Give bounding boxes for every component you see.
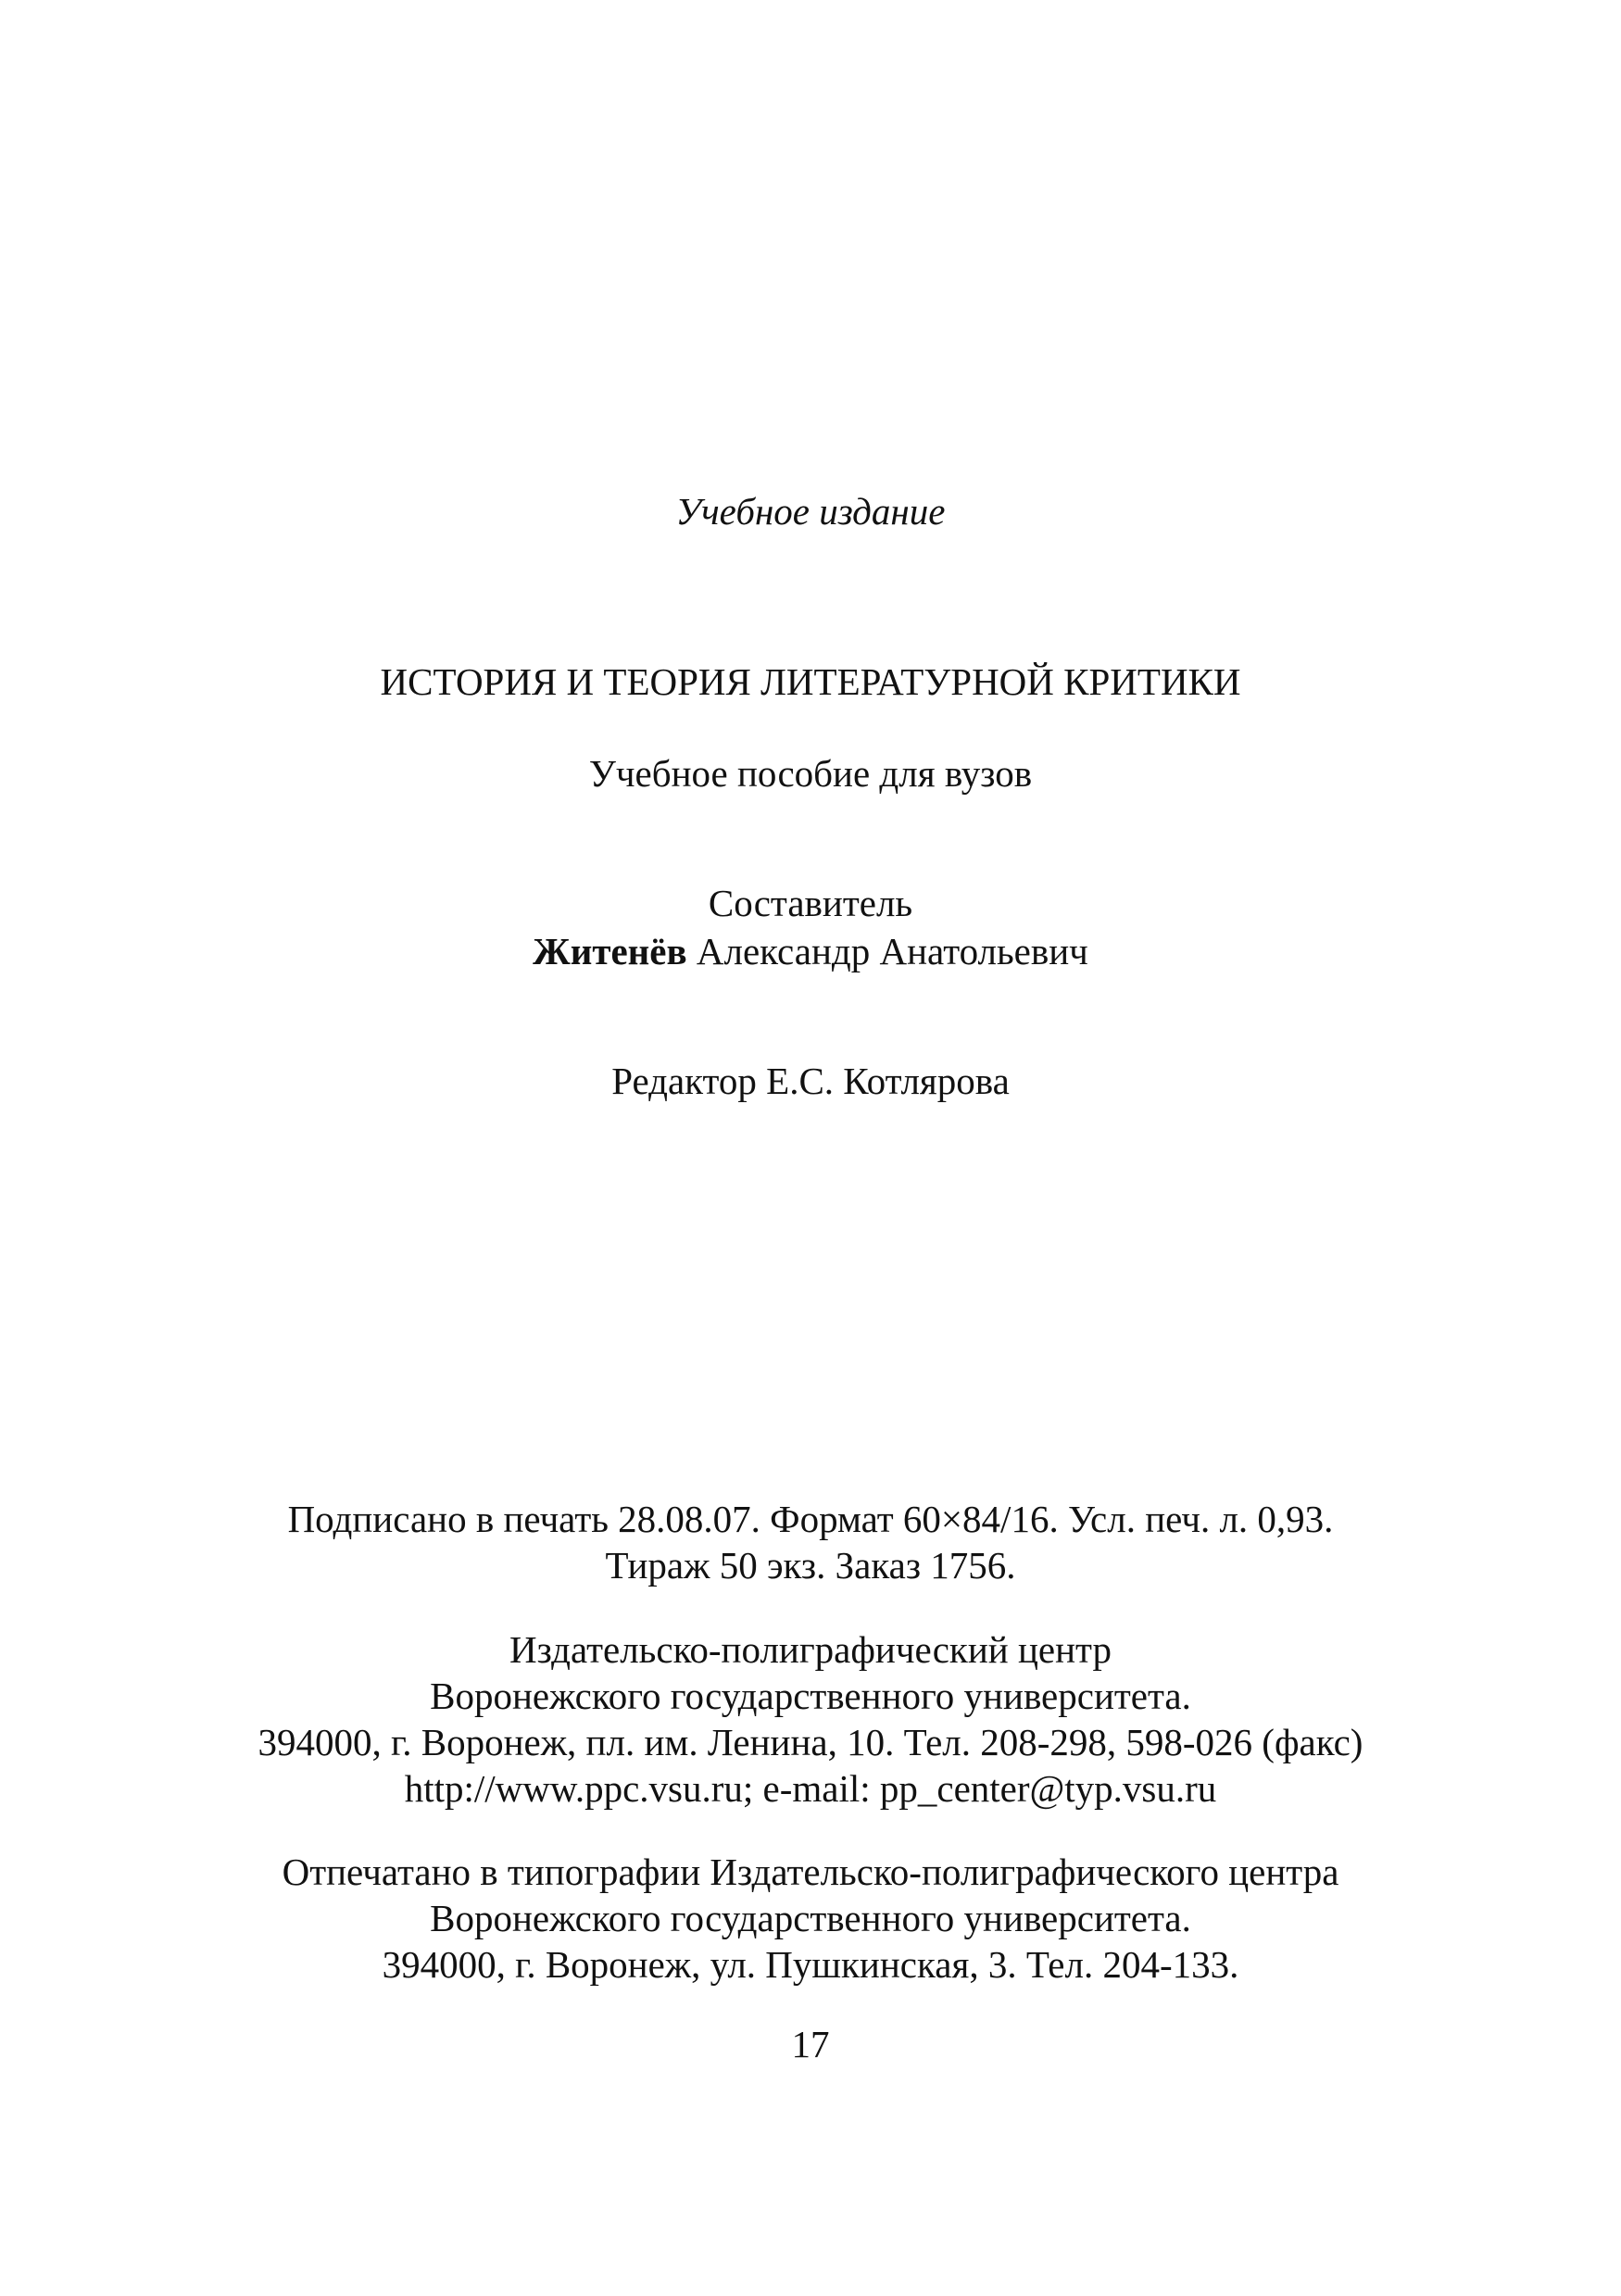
publisher-line-1: Издательско-полиграфический центр bbox=[509, 1628, 1112, 1671]
publisher-address: 394000, г. Воронеж, пл. им. Ленина, 10. Тел. 208-298, 598-026 (факс) bbox=[258, 1721, 1363, 1763]
publisher-contacts: http://www.ppc.vsu.ru; e-mail: pp_center@typ.vsu.ru bbox=[404, 1767, 1217, 1810]
printer-line-2: Воронежского государственного университета. bbox=[430, 1897, 1191, 1939]
compiler-surname: Житенёв bbox=[533, 930, 687, 972]
compiler-label: Составитель bbox=[708, 882, 913, 924]
printer-line-1: Отпечатано в типографии Издательско-полиграфического центра bbox=[282, 1851, 1339, 1893]
book-title: ИСТОРИЯ И ТЕОРИЯ ЛИТЕРАТУРНОЙ КРИТИКИ bbox=[380, 660, 1241, 703]
printer-address: 394000, г. Воронеж, ул. Пушкинская, 3. Тел. 204-133. bbox=[382, 1943, 1239, 1986]
page-number: 17 bbox=[791, 2023, 830, 2065]
print-line-1: Подписано в печать 28.08.07. Формат 60×84/16. Усл. печ. л. 0,93. bbox=[287, 1498, 1334, 1540]
print-line-2: Тираж 50 экз. Заказ 1756. bbox=[605, 1544, 1016, 1587]
book-subtitle: Учебное пособие для вузов bbox=[588, 752, 1033, 795]
publisher-line-2: Воронежского государственного университета. bbox=[430, 1675, 1191, 1717]
editor-line: Редактор Е.С. Котлярова bbox=[611, 1060, 1010, 1102]
edition-type: Учебное издание bbox=[675, 490, 946, 533]
compiler-given-names: Александр Анатольевич bbox=[696, 930, 1088, 972]
compiler-name bbox=[0, 928, 1621, 974]
